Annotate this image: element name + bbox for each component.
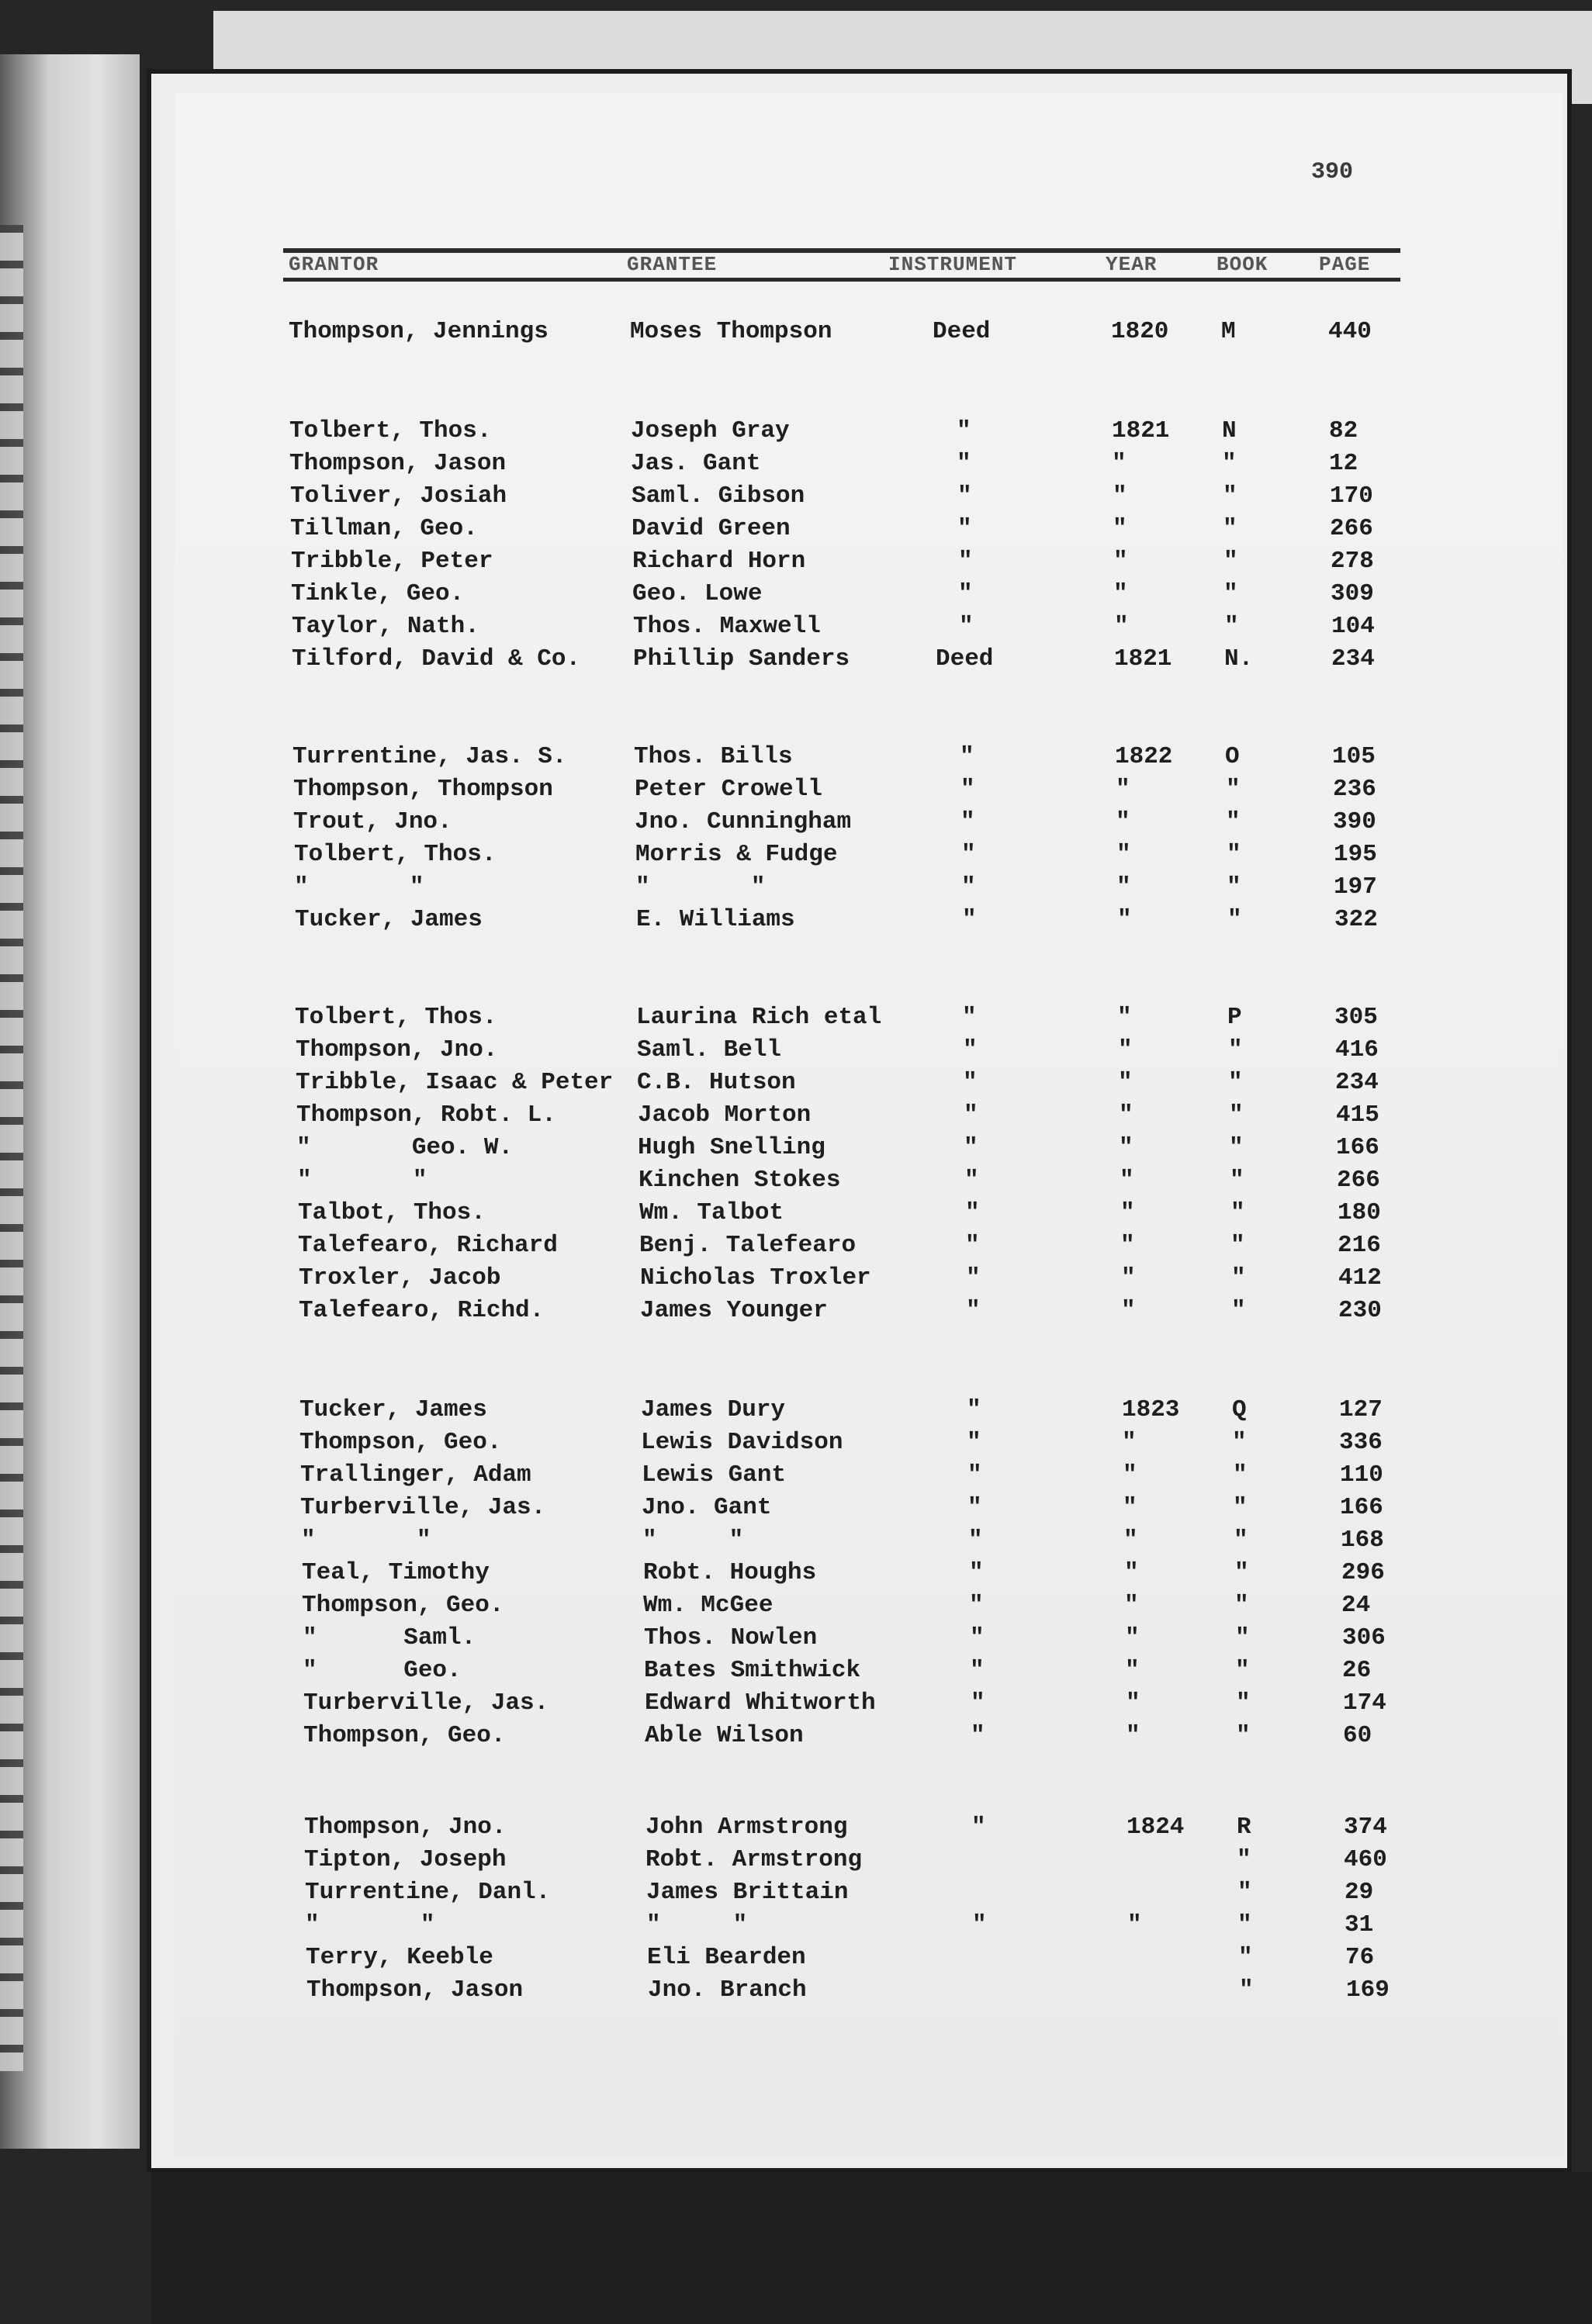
cell-grantor: Thompson, Jno. [304, 1814, 507, 1841]
cell-grantor: Trallinger, Adam [300, 1461, 531, 1489]
cell-year: 1821 [1114, 645, 1172, 673]
cell-grantee: Morris & Fudge [635, 841, 838, 868]
cell-grantor: Taylor, Nath. [292, 613, 479, 640]
cell-page: 60 [1343, 1722, 1372, 1749]
cell-grantor: Tucker, James [299, 1396, 487, 1423]
cell-year: " [1118, 1036, 1133, 1063]
cell-grantor: Tinkle, Geo. [291, 580, 465, 607]
cell-book: " [1227, 873, 1241, 901]
cell-grantee: Jacob Morton [638, 1101, 812, 1129]
cell-grantee: James Younger [640, 1297, 828, 1324]
cell-page: 195 [1334, 841, 1377, 868]
cell-year: " [1116, 808, 1130, 835]
cell-instrument: " [968, 1527, 983, 1554]
cell-grantor: Turberville, Jas. [300, 1494, 546, 1521]
cell-grantee: Robt. Houghs [643, 1559, 817, 1586]
cell-book: N. [1224, 645, 1254, 673]
cell-year: " [1121, 1297, 1136, 1324]
cell-book: " [1233, 1461, 1248, 1489]
cell-book: " [1237, 1879, 1252, 1906]
cell-page: 180 [1338, 1199, 1381, 1226]
page-number: 390 [1311, 159, 1354, 185]
cell-page: 76 [1345, 1944, 1375, 1971]
cell-instrument: " [960, 776, 975, 803]
cell-page: 82 [1329, 417, 1358, 444]
cell-page: 12 [1329, 450, 1358, 477]
cell-book: " [1223, 515, 1237, 542]
cell-grantor: Tolbert, Thos. [294, 841, 497, 868]
cell-grantee: C.B. Hutson [637, 1069, 796, 1096]
cell-year: " [1114, 613, 1129, 640]
cell-book: " [1224, 613, 1239, 640]
cell-grantee: Bates Smithwick [644, 1657, 861, 1684]
cell-grantor: Thompson, Robt. L. [296, 1101, 556, 1129]
cell-instrument: " [966, 1297, 981, 1324]
cell-book: O [1225, 743, 1240, 770]
cell-book: " [1223, 482, 1237, 510]
cell-page: 169 [1346, 1976, 1390, 2004]
cell-page: 197 [1334, 873, 1377, 901]
cell-year: " [1113, 482, 1127, 510]
cell-grantee: " " [642, 1527, 744, 1554]
cell-grantee: Peter Crowell [635, 776, 822, 803]
cell-instrument: " [957, 482, 972, 510]
cell-instrument: Deed [933, 318, 991, 345]
cell-book: " [1228, 1069, 1243, 1096]
cell-instrument: " [960, 743, 974, 770]
cell-year: 1824 [1127, 1814, 1185, 1841]
cell-grantee: Nicholas Troxler [640, 1264, 871, 1292]
cell-book: " [1233, 1494, 1248, 1521]
cell-grantee: Kinchen Stokes [639, 1167, 841, 1194]
cell-book: " [1226, 776, 1241, 803]
cell-year: " [1113, 548, 1128, 575]
cell-instrument: " [971, 1689, 985, 1717]
bottom-shadow [151, 2172, 1592, 2324]
cell-grantor: " Geo. W. [296, 1134, 514, 1161]
cell-grantee: Wm. Talbot [639, 1199, 784, 1226]
cell-book: " [1227, 906, 1242, 933]
cell-grantee: Laurina Rich etal [636, 1004, 882, 1031]
cell-grantee: Jas. Gant [631, 450, 761, 477]
cell-page: 234 [1335, 1069, 1379, 1096]
cell-grantor: Thompson, Jason [289, 450, 507, 477]
cell-grantee: Able Wilson [645, 1722, 804, 1749]
cell-grantor: Terry, Keeble [306, 1944, 493, 1971]
facing-page-text-edge [0, 225, 23, 2071]
cell-grantor: Toliver, Josiah [290, 482, 507, 510]
cell-page: 230 [1338, 1297, 1382, 1324]
cell-book: " [1230, 1199, 1245, 1226]
cell-grantee: Wm. McGee [643, 1592, 774, 1619]
cell-year: " [1122, 1429, 1137, 1456]
header-page: PAGE [1319, 253, 1371, 276]
cell-year: " [1120, 1167, 1134, 1194]
cell-grantee: Jno. Cunningham [635, 808, 852, 835]
cell-page: 31 [1345, 1911, 1374, 1938]
header-book: BOOK [1216, 253, 1268, 276]
cell-instrument: Deed [936, 645, 994, 673]
cell-page: 127 [1339, 1396, 1383, 1423]
cell-year: " [1116, 841, 1131, 868]
cell-year: " [1116, 776, 1130, 803]
cell-instrument: " [963, 1069, 978, 1096]
cell-grantor: Tucker, James [295, 906, 483, 933]
cell-instrument: " [967, 1429, 981, 1456]
cell-instrument: " [971, 1814, 986, 1841]
cell-book: " [1239, 1976, 1254, 2004]
cell-grantor: Teal, Timothy [302, 1559, 490, 1586]
cell-grantor: Thompson, Jason [306, 1976, 524, 2004]
cell-grantor: Tillman, Geo. [290, 515, 478, 542]
cell-page: 26 [1342, 1657, 1372, 1684]
cell-grantee: Geo. Lowe [632, 580, 763, 607]
header-grantee: GRANTEE [627, 253, 718, 276]
cell-page: 104 [1331, 613, 1375, 640]
cell-grantee: Saml. Bell [637, 1036, 782, 1063]
cell-page: 170 [1330, 482, 1373, 510]
cell-year: " [1127, 1911, 1142, 1938]
cell-book: " [1229, 1101, 1244, 1129]
cell-year: " [1116, 873, 1131, 901]
cell-grantee: Robt. Armstrong [645, 1846, 863, 1873]
cell-grantee: Saml. Gibson [632, 482, 805, 510]
cell-book: " [1222, 450, 1237, 477]
cell-year: " [1123, 1527, 1138, 1554]
cell-page: 29 [1345, 1879, 1374, 1906]
cell-year: " [1126, 1689, 1140, 1717]
cell-instrument: " [962, 1004, 977, 1031]
cell-instrument: " [961, 873, 976, 901]
cell-year: 1823 [1122, 1396, 1180, 1423]
cell-grantor: Turrentine, Jas. S. [292, 743, 567, 770]
cell-page: 236 [1333, 776, 1376, 803]
cell-instrument: " [959, 613, 974, 640]
cell-year: 1821 [1112, 417, 1170, 444]
cell-grantee: Richard Horn [632, 548, 806, 575]
cell-year: " [1121, 1264, 1136, 1292]
cell-instrument: " [964, 1101, 978, 1129]
cell-book: R [1237, 1814, 1251, 1841]
cell-page: 390 [1333, 808, 1376, 835]
cell-grantee: Thos. Nowlen [644, 1624, 818, 1651]
cell-book: " [1231, 1264, 1246, 1292]
cell-grantor: Thompson, Thompson [293, 776, 553, 803]
cell-grantee: Jno. Branch [648, 1976, 807, 2004]
cell-year: " [1125, 1624, 1140, 1651]
cell-grantor: " Saml. [303, 1624, 476, 1651]
cell-book: " [1228, 1036, 1243, 1063]
cell-grantee: Benj. Talefearo [639, 1232, 857, 1259]
cell-year: " [1120, 1199, 1135, 1226]
cell-grantor: " " [305, 1911, 435, 1938]
cell-instrument: " [965, 1199, 980, 1226]
cell-book: " [1229, 1134, 1244, 1161]
cell-grantor: Thompson, Jennings [289, 318, 549, 345]
cell-page: 174 [1343, 1689, 1386, 1717]
cell-year: " [1124, 1559, 1139, 1586]
cell-year: " [1119, 1134, 1133, 1161]
cell-year: " [1120, 1232, 1135, 1259]
cell-page: 110 [1340, 1461, 1383, 1489]
cell-book: " [1230, 1167, 1244, 1194]
cell-grantor: Turrentine, Danl. [305, 1879, 551, 1906]
cell-page: 168 [1341, 1527, 1384, 1554]
cell-grantor: Thompson, Jno. [296, 1036, 498, 1063]
cell-grantor: Thompson, Geo. [302, 1592, 504, 1619]
cell-book: Q [1232, 1396, 1247, 1423]
cell-grantee: " " [646, 1911, 748, 1938]
cell-grantor: Tilford, David & Co. [292, 645, 581, 673]
cell-book: " [1226, 808, 1241, 835]
cell-grantor: Thompson, Geo. [303, 1722, 506, 1749]
cell-grantee: James Dury [641, 1396, 786, 1423]
cell-grantee: David Green [632, 515, 791, 542]
cell-page: 166 [1340, 1494, 1383, 1521]
cell-book: " [1236, 1689, 1251, 1717]
cell-book: " [1223, 548, 1238, 575]
cell-grantor: " Geo. [303, 1657, 462, 1684]
cell-instrument: " [964, 1134, 978, 1161]
cell-page: 166 [1336, 1134, 1379, 1161]
cell-page: 105 [1332, 743, 1376, 770]
cell-year: " [1113, 515, 1127, 542]
cell-grantor: Talefearo, Richd. [299, 1297, 545, 1324]
cell-instrument: " [962, 906, 977, 933]
cell-grantor: " " [301, 1527, 431, 1554]
cell-page: 416 [1335, 1036, 1379, 1063]
cell-grantee: " " [635, 873, 766, 901]
cell-book: N [1222, 417, 1237, 444]
cell-page: 415 [1336, 1101, 1379, 1129]
cell-page: 278 [1331, 548, 1374, 575]
cell-year: 1820 [1111, 318, 1169, 345]
cell-year: " [1123, 1494, 1137, 1521]
cell-year: " [1118, 1069, 1133, 1096]
cell-page: 266 [1337, 1167, 1380, 1194]
cell-grantee: Phillip Sanders [633, 645, 850, 673]
cell-grantor: Turberville, Jas. [303, 1689, 549, 1717]
cell-year: " [1119, 1101, 1133, 1129]
cell-book: " [1234, 1592, 1249, 1619]
cell-grantor: Thompson, Geo. [299, 1429, 502, 1456]
cell-instrument: " [957, 515, 972, 542]
header-year: YEAR [1106, 253, 1158, 276]
cell-grantee: E. Williams [636, 906, 795, 933]
cell-grantor: " " [297, 1167, 427, 1194]
cell-book: " [1234, 1559, 1249, 1586]
cell-instrument: " [957, 450, 971, 477]
cell-instrument: " [958, 548, 973, 575]
cell-grantee: Eli Bearden [647, 1944, 806, 1971]
cell-instrument: " [961, 841, 976, 868]
cell-year: " [1124, 1592, 1139, 1619]
cell-grantor: Talbot, Thos. [298, 1199, 486, 1226]
cell-instrument: " [969, 1592, 984, 1619]
cell-grantor: Trout, Jno. [293, 808, 452, 835]
cell-grantee: Joseph Gray [631, 417, 790, 444]
cell-page: 412 [1338, 1264, 1382, 1292]
cell-grantee: Edward Whitworth [645, 1689, 876, 1717]
cell-book: " [1227, 841, 1241, 868]
cell-year: " [1126, 1722, 1140, 1749]
cell-book: " [1235, 1657, 1250, 1684]
cell-year: " [1113, 580, 1128, 607]
cell-instrument: " [971, 1722, 985, 1749]
cell-book: M [1221, 318, 1236, 345]
cell-instrument: " [963, 1036, 978, 1063]
cell-grantor: " " [294, 873, 424, 901]
cell-book: " [1237, 1911, 1252, 1938]
cell-instrument: " [969, 1559, 984, 1586]
cell-grantor: Tipton, Joseph [304, 1846, 507, 1873]
cell-year: " [1112, 450, 1127, 477]
cell-page: 306 [1342, 1624, 1386, 1651]
cell-grantor: Tribble, Isaac & Peter [296, 1069, 614, 1096]
cell-year: " [1117, 1004, 1132, 1031]
cell-page: 440 [1328, 318, 1372, 345]
cell-page: 234 [1331, 645, 1375, 673]
header-grantor: GRANTOR [289, 253, 379, 276]
cell-grantor: Troxler, Jacob [299, 1264, 501, 1292]
cell-page: 460 [1344, 1846, 1387, 1873]
cell-instrument: " [972, 1911, 987, 1938]
cell-page: 266 [1330, 515, 1373, 542]
cell-instrument: " [970, 1657, 985, 1684]
cell-book: " [1230, 1232, 1245, 1259]
cell-page: 374 [1344, 1814, 1387, 1841]
cell-grantor: Tolbert, Thos. [295, 1004, 497, 1031]
cell-instrument: " [957, 417, 971, 444]
cell-instrument: " [970, 1624, 985, 1651]
cell-page: 216 [1338, 1232, 1381, 1259]
cell-grantee: James Brittain [646, 1879, 849, 1906]
cell-page: 309 [1331, 580, 1374, 607]
cell-grantor: Talefearo, Richard [298, 1232, 558, 1259]
cell-instrument: " [960, 808, 975, 835]
cell-instrument: " [965, 1232, 980, 1259]
cell-grantee: Hugh Snelling [638, 1134, 825, 1161]
cell-year: " [1123, 1461, 1137, 1489]
cell-book: " [1223, 580, 1238, 607]
cell-grantee: John Armstrong [645, 1814, 848, 1841]
cell-instrument: " [964, 1167, 979, 1194]
cell-instrument: " [967, 1396, 981, 1423]
cell-page: 296 [1341, 1559, 1385, 1586]
cell-grantor: Tribble, Peter [291, 548, 493, 575]
cell-book: " [1237, 1846, 1251, 1873]
header-rule-bottom [283, 278, 1400, 282]
cell-book: " [1238, 1944, 1253, 1971]
cell-instrument: " [958, 580, 973, 607]
cell-book: " [1235, 1624, 1250, 1651]
cell-page: 322 [1334, 906, 1378, 933]
cell-grantee: Jno. Gant [642, 1494, 772, 1521]
cell-page: 24 [1341, 1592, 1371, 1619]
cell-grantee: Lewis Davidson [641, 1429, 843, 1456]
cell-book: " [1234, 1527, 1248, 1554]
cell-grantee: Thos. Bills [634, 743, 793, 770]
cell-book: " [1236, 1722, 1251, 1749]
header-instrument: INSTRUMENT [888, 253, 1018, 276]
cell-instrument: " [967, 1494, 982, 1521]
cell-instrument: " [967, 1461, 982, 1489]
cell-grantee: Thos. Maxwell [633, 613, 821, 640]
cell-instrument: " [966, 1264, 981, 1292]
cell-year: " [1117, 906, 1132, 933]
cell-year: 1822 [1115, 743, 1173, 770]
cell-year: " [1125, 1657, 1140, 1684]
cell-grantee: Moses Thompson [630, 318, 832, 345]
cell-grantee: Lewis Gant [642, 1461, 787, 1489]
cell-book: " [1231, 1297, 1246, 1324]
cell-grantor: Tolbert, Thos. [289, 417, 492, 444]
cell-book: " [1232, 1429, 1247, 1456]
cell-book: P [1227, 1004, 1242, 1031]
cell-page: 336 [1339, 1429, 1383, 1456]
cell-page: 305 [1334, 1004, 1378, 1031]
